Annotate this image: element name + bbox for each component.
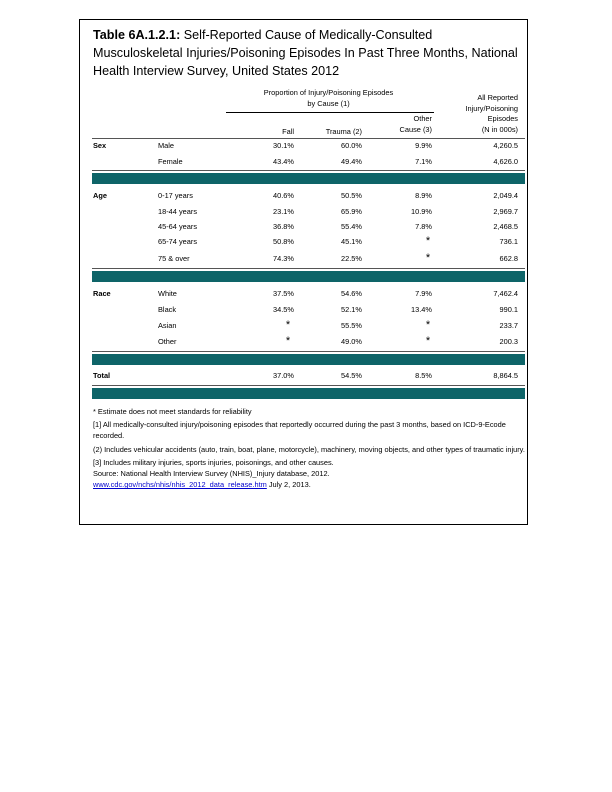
section-rule <box>92 268 525 269</box>
table-title <box>93 26 523 80</box>
header-rule <box>226 112 434 113</box>
source-link[interactable]: www.cdc.gov/nchs/nhis/nhis_2012_data_release.htm <box>93 480 267 490</box>
table-number: Table 6A.1.2.1: <box>93 28 181 42</box>
trauma-value: 60.0% <box>341 141 362 150</box>
row-label: Female <box>158 157 183 166</box>
total-value: 233.7 <box>499 321 518 330</box>
section-rule <box>92 351 525 352</box>
section-divider-band <box>92 173 525 184</box>
row-label: 0-17 years <box>158 191 193 200</box>
total-value: 2,969.7 <box>493 207 518 216</box>
section-divider-band <box>92 271 525 282</box>
source-note: Source: National Health Interview Survey (NHIS)_Injury database, 2012. <box>93 469 330 479</box>
other-value: * <box>425 235 431 247</box>
fall-value: 74.3% <box>273 254 294 263</box>
total-value: 200.3 <box>499 337 518 346</box>
other-value: 9.9% <box>415 141 432 150</box>
all-header-line3: Episodes <box>487 114 518 123</box>
total-value: 2,468.5 <box>493 222 518 231</box>
section-divider-band <box>92 354 525 365</box>
trauma-value: 54.6% <box>341 289 362 298</box>
fall-value: 30.1% <box>273 141 294 150</box>
total-value: 7,462.4 <box>493 289 518 298</box>
other-value: 7.8% <box>415 222 432 231</box>
source-link-line <box>93 479 525 490</box>
fall-value: 37.5% <box>273 289 294 298</box>
fall-value: * <box>285 335 291 347</box>
fall-value: 34.5% <box>273 305 294 314</box>
other-value: 8.5% <box>415 371 432 380</box>
fall-value: 43.4% <box>273 157 294 166</box>
other-value: * <box>425 335 431 347</box>
fall-value: * <box>285 319 291 331</box>
section-rule <box>92 385 525 386</box>
other-value: 8.9% <box>415 191 432 200</box>
total-value: 4,626.0 <box>493 157 518 166</box>
proportion-header <box>226 88 431 109</box>
row-label: Black <box>158 305 177 314</box>
trauma-value: 54.5% <box>341 371 362 380</box>
trauma-value: 45.1% <box>341 237 362 246</box>
fall-value: 36.8% <box>273 222 294 231</box>
row-label: Other <box>158 337 177 346</box>
trauma-value: 49.0% <box>341 337 362 346</box>
other-value: * <box>425 319 431 331</box>
fall-value: 40.6% <box>273 191 294 200</box>
footnotes <box>93 406 525 492</box>
proportion-header-line2: by Cause (1) <box>307 98 350 108</box>
row-label: White <box>158 289 177 298</box>
group-label: Sex <box>93 141 107 150</box>
row-label: Male <box>158 141 175 150</box>
other-value: 13.4% <box>411 305 432 314</box>
other-header-line1: Other <box>413 114 432 123</box>
fall-value: 23.1% <box>273 207 294 216</box>
header-bottom-rule <box>92 138 525 139</box>
trauma-value: 65.9% <box>341 207 362 216</box>
trauma-value: 50.5% <box>341 191 362 200</box>
trauma-value: 55.4% <box>341 222 362 231</box>
section-rule <box>92 170 525 171</box>
total-value: 4,260.5 <box>493 141 518 150</box>
all-header-line2: Injury/Poisoning <box>465 103 518 113</box>
all-header-line1: All Reported <box>477 93 518 102</box>
fall-value: 50.8% <box>273 237 294 246</box>
fall-value: 37.0% <box>273 371 294 380</box>
all-reported-header <box>440 93 518 135</box>
total-value: 662.8 <box>499 254 518 263</box>
fall-header: Fall <box>282 127 294 136</box>
footnote-2: (2) Includes vehicular accidents (auto, train, boat, plane, motorcycle), machinery, moving objects, and other types of traumatic injury. <box>93 444 525 454</box>
row-label: 75 & over <box>158 254 190 263</box>
row-label: 65-74 years <box>158 237 198 246</box>
all-header-line4: (N in 000s) <box>481 124 518 134</box>
row-label: 45-64 years <box>158 222 198 231</box>
total-value: 736.1 <box>499 237 518 246</box>
other-value: 7.9% <box>415 289 432 298</box>
footnote-3: [3] Includes military injuries, sports injuries, poisonings, and other causes. <box>93 457 334 467</box>
trauma-value: 22.5% <box>341 254 362 263</box>
other-cause-header <box>380 114 432 135</box>
total-value: 990.1 <box>499 305 518 314</box>
footnote-star: * Estimate does not meet standards for reliability <box>93 407 252 416</box>
other-value: * <box>425 252 431 264</box>
table-title-text: Self-Reported Cause of Medically-Consulted Musculoskeletal Injuries/Poisoning Episodes In Past Three Months, National Health Interview Survey, United States 2012 <box>93 28 518 78</box>
row-label: 18-44 years <box>158 207 198 216</box>
trauma-value: 49.4% <box>341 157 362 166</box>
row-label: Asian <box>158 321 177 330</box>
trauma-value: 52.1% <box>341 305 362 314</box>
group-label: Age <box>93 191 107 200</box>
total-label: Total <box>93 371 111 380</box>
table-bottom-band <box>92 388 525 399</box>
other-value: 7.1% <box>415 157 432 166</box>
source-date: July 2, 2013. <box>266 480 311 490</box>
trauma-value: 55.5% <box>341 321 362 330</box>
other-value: 10.9% <box>411 207 432 216</box>
total-value: 2,049.4 <box>493 191 518 200</box>
other-header-line2: Cause (3) <box>399 124 432 134</box>
footnote-1: [1] All medically-consulted injury/poisoning episodes that reportedly occurred during the past 3 months, based on ICD-9-Ecode recorded. <box>93 420 506 441</box>
trauma-header: Trauma (2) <box>325 127 362 136</box>
total-value: 8,864.5 <box>493 371 518 380</box>
proportion-header-line1: Proportion of Injury/Poisoning Episodes <box>263 88 394 97</box>
group-label: Race <box>93 289 111 298</box>
